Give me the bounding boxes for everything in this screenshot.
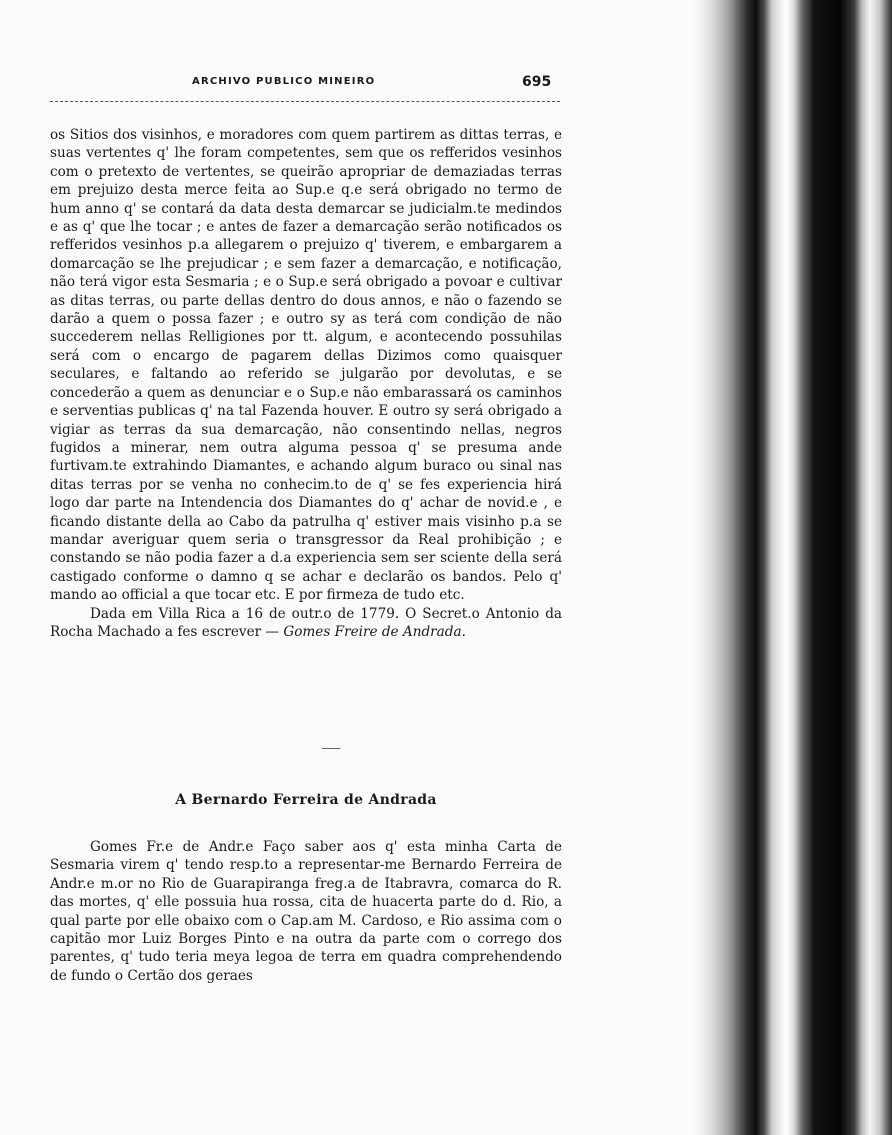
header-rule xyxy=(50,101,560,102)
body-paragraph-2: Gomes Fr.e de Andr.e Faço saber aos q' esta minha Carta de Sesmaria virem q' tendo resp.to a representar-me Bernardo Ferreira de Andr.e m.or no Rio de Guarapiranga freg.a de Itabravra, comarca do R. das mortes, q' elle possuia hua rossa, cita de huacerta parte do d. Rio, a qual parte por elle obaixo com o Cap.am M. Cardoso, e Rio assima com o capitão mor Luiz Borges Pinto e na outra da parte com o corrego dos parentes, q' tudo teria meya legoa de terra em quadra comprehendendo de fundo o Certão dos geraes xyxy=(50,839,562,984)
page-number: 695 xyxy=(522,74,552,90)
section-title: A Bernardo Ferreira de Andrada xyxy=(175,792,437,808)
book-spine-edge xyxy=(690,0,892,1135)
section-divider xyxy=(322,748,340,749)
dating-line: Dada em Villa Rica a 16 de outr.o de 1779. O Secret.o Antonio da Rocha Machado a fes escrever — xyxy=(50,605,562,640)
sesmaria-body-text xyxy=(50,126,562,641)
dating-paragraph xyxy=(50,605,562,642)
second-letter-body-text xyxy=(50,838,562,985)
running-head-title: ARCHIVO PUBLICO MINEIRO xyxy=(192,76,376,87)
signature-name: Gomes Freire de Andrada. xyxy=(283,623,466,640)
body-paragraph-1: os Sitios dos visinhos, e moradores com quem partirem as dittas terras, e suas vertentes q' lhe foram competentes, sem que os refferidos vesinhos com o pretexto de vertentes, se queirão apropriar de demaziadas terras em prejuizo desta merce feita ao Sup.e q.e será obrigado no termo de hum anno q' se contará da data desta demarcar se judicialm.te medindos e as q' que lhe tocar ; e antes de fazer a demarcação serão notificados os refferidos vesinhos p.a allegarem o prejuizo q' tiverem, e embargarem a domarcação se lhe prejudicar ; e sem fazer a demarcação, e notificação, não terá vigor esta Sesmaria ; e o Sup.e será obrigado a povoar e cultivar as ditas terras, ou parte dellas dentro do dous annos, e não o fazendo se darão a quem o possa fazer ; e outro sy as terá com condição de não succederem nellas Relligiones por tt. algum, e acontecendo possuhilas será com o encargo de pagarem dellas Dizimos como quaisquer seculares, e faltando ao referido se julgarão por devolutas, e se concederão a quem as denunciar e o Sup.e não embarassará os caminhos e serventias publicas q' na tal Fazenda houver. E outro sy será obrigado a vigiar as terras da sua demarcação, não consentindo nellas, negros fugidos a minerar, nem outra alguma pessoa q' se presuma ande furtivam.te extrahindo Diamantes, e achando algum buraco ou sinal nas ditas terras por se venha no conhecim.to de q' se fes experiencia hirá logo dar parte na Intendencia dos Diamantes do q' achar de novid.e , e ficando distante della ao Cabo da patrulha q' estiver mais visinho p.a se mandar averiguar quem seria o transgressor da Real prohibição ; e constando se não podia fazer a d.a experiencia sem ser sciente della será castigado conforme o damno q se achar e declarão os bandos. Pelo q' mando ao official a que tocar etc. E por firmeza de tudo etc. xyxy=(50,127,562,604)
